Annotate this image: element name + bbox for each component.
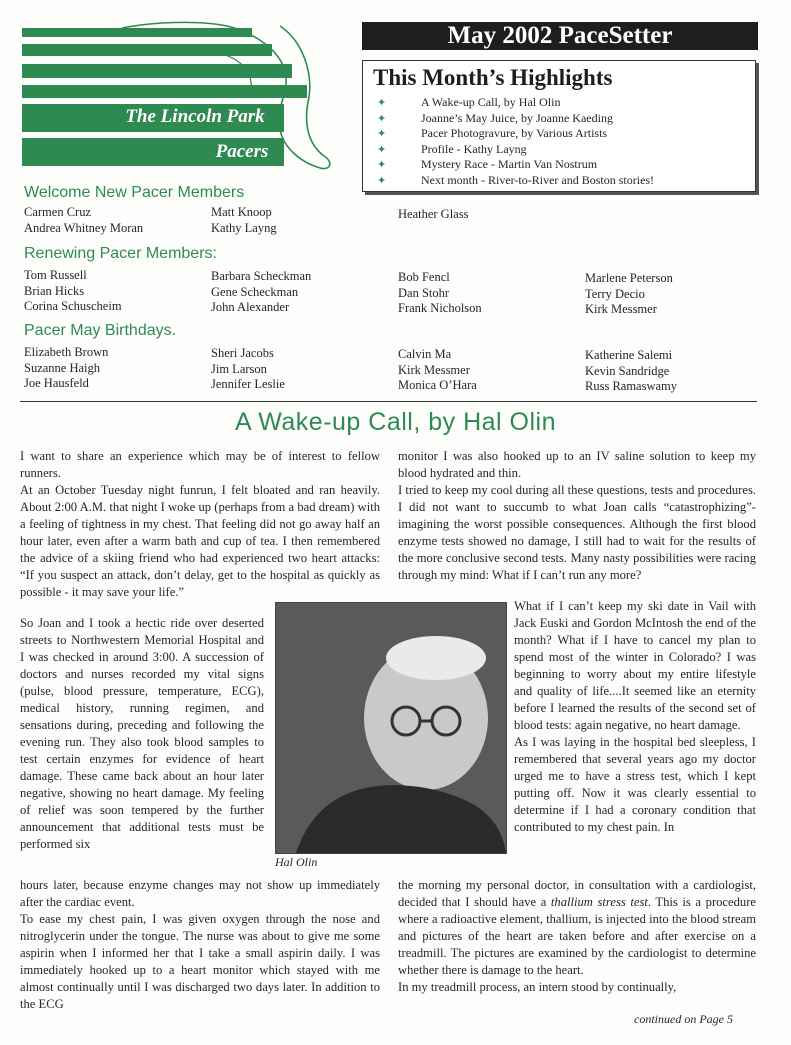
highlight-item: ✦ Joanne’s May Juice, by Joanne Kaeding <box>377 111 654 127</box>
birthdays-heading: Pacer May Birthdays. <box>24 322 177 339</box>
article-title: A Wake-up Call, by Hal Olin <box>234 408 557 436</box>
renewing-column: Tom Russell Brian Hicks Corina Schuscheim <box>24 268 122 313</box>
highlights-box <box>362 60 756 192</box>
emphasis-text: thallium stress test <box>550 895 648 909</box>
highlight-item: ✦ Next month - River-to-River and Boston stories! <box>377 173 654 189</box>
article-right-wrap: What if I can’t keep my ski date in Vail with Jack Euski and Gordon McIntosh the end of the month? What if I have to cancel my plan to spend most of the winter in Colorado? I was beginning to worry about my entire lifestyle and quality of life....It seemed like an eternity before I learned the results of the second set of blood tests: again negative, no heart damage. As I was laying in the hospital bed sleepless, I remembered that several years ago my doctor urged me to have a stress test, which I kept putting off. Now it was clearly essential to determine if I had a coronary condition that contributed to my chest pain. In <box>514 599 756 834</box>
author-photo <box>275 602 507 854</box>
diamond-bullet-icon: ✦ <box>377 97 387 109</box>
runner-legs-icon <box>22 20 352 180</box>
renewing-column: Bob Fencl Dan Stohr Frank Nicholson <box>398 270 482 315</box>
birthdays-column: Elizabeth Brown Suzanne Haigh Joe Hausfeld <box>24 345 109 390</box>
highlight-item: ✦ A Wake-up Call, by Hal Olin <box>377 95 654 111</box>
birthdays-column: Sheri Jacobs Jim Larson Jennifer Leslie <box>211 346 285 391</box>
article-left-bottom: hours later, because enzyme changes may not show up immediately after the cardiac event. To ease my chest pain, I was given oxygen through the nose and nitroglycerin under the tongue. The nurse was about to give me some aspirin when I informed her that I take a small aspirin daily. I was immediately hooked up to a heart monitor which stayed with me almost continually until I was discharged two days later. In addition to the ECG <box>20 878 380 1011</box>
diamond-bullet-icon: ✦ <box>377 143 387 156</box>
highlight-item: ✦ Profile - Kathy Layng <box>377 142 654 158</box>
article-left-wrap: So Joan and I took a hectic ride over deserted streets to Northwestern Memorial Hospital and I was checked in around 3:00. A succession of doctors and nurses recorded my vital signs (pulse, blood pressure, temperature, ECG), medical history, running regimen, and sensations during, preceding and following the evening run. They also took blood samples to test certain enzymes for evidence of heart damage. These came back about an hour later negative, showing no heart damage. My feeling of relief was soon tempered by the further announcement that additional tests must be performed six <box>20 616 264 851</box>
new-members-column: Heather Glass <box>398 207 469 221</box>
renewing-members-heading: Renewing Pacer Members: <box>24 245 217 262</box>
logo-subtitle: Pacers <box>215 141 269 162</box>
author-portrait-icon <box>276 603 506 853</box>
article-right-bottom: the morning my personal doctor, in consultation with a cardiologist, decided that I should have a thallium stress test. This is a procedure where a radioactive element, thallium, is injected into the blood stream and pictures of the heart are taken before and after exercise on a treadmill. The pictures are examined by the cardiologist to determine whether there is damage to the heart. In my treadmill process, an intern stood by continually, <box>398 878 756 994</box>
diamond-bullet-icon: ✦ <box>377 159 387 171</box>
section-divider <box>20 401 757 402</box>
continued-note: continued on Page 5 <box>634 1012 733 1026</box>
newsletter-masthead: May 2002 PaceSetter <box>362 22 758 50</box>
highlight-item: ✦ Pacer Photogravure, by Various Artists <box>377 126 654 142</box>
new-members-column: Carmen Cruz Andrea Whitney Moran <box>24 205 144 235</box>
highlights-title: This Month’s Highlights <box>373 65 613 90</box>
new-members-column: Matt Knoop Kathy Layng <box>211 205 277 235</box>
article-left-top: I want to share an experience which may be of interest to fellow runners. At an October Tuesday night funrun, I felt bloated and ran heavily. About 2:00 A.M. that night I woke up (perhaps from a bad dream) with a feeling of tightness in my chest. That feeling did not go away half an hour later, even after a warm bath and cup of tea. I then remembered the advice of a skiing friend who had experienced two heart attacks: “If you suspect an attack, don’t delay, get to the hospital as quickly as possible - it may save your life.” <box>20 449 380 599</box>
club-logo <box>22 20 352 180</box>
diamond-bullet-icon: ✦ <box>377 174 387 187</box>
renewing-column: Marlene Peterson Terry Decio Kirk Messmer <box>585 271 673 316</box>
birthdays-column: Calvin Ma Kirk Messmer Monica O’Hara <box>398 347 477 392</box>
birthdays-column: Katherine Salemi Kevin Sandridge Russ Ramaswamy <box>585 348 678 393</box>
article-right-top: monitor I was also hooked up to an IV saline solution to keep my blood hydrated and thin. I tried to keep my cool during all these questions, tests and procedures. I did not want to succumb to what Joan calls “catastrophizing”- imagining the worst possible consequences. Although the first blood enzyme tests showed no damage, I still had to wait for the results of the more conclusive second tests. Many nasty possibilities were racing through my mind: What if I can’t run any more? <box>398 449 756 582</box>
highlights-list <box>377 95 654 188</box>
diamond-bullet-icon: ✦ <box>377 112 387 125</box>
highlight-item: ✦ Mystery Race - Martin Van Nostrum <box>377 157 654 173</box>
renewing-column: Barbara Scheckman Gene Scheckman John Alexander <box>211 269 312 314</box>
logo-title: The Lincoln Park <box>125 106 265 127</box>
new-members-heading: Welcome New Pacer Members <box>24 184 245 201</box>
photo-caption: Hal Olin <box>275 855 318 869</box>
diamond-bullet-icon: ✦ <box>377 128 387 140</box>
